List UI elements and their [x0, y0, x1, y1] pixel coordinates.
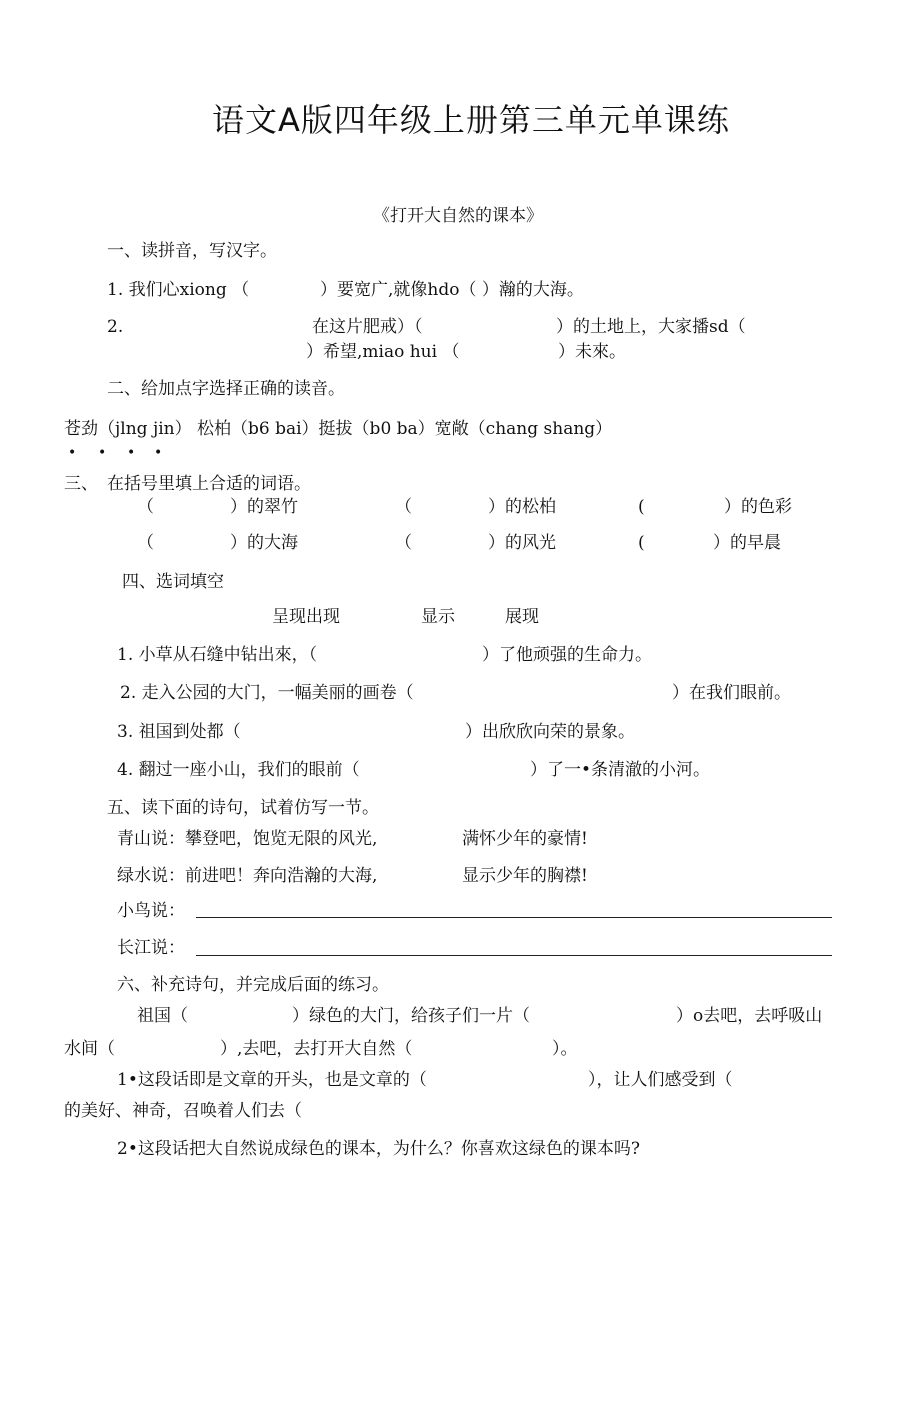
poem-line-green-water-end: 显示少年的胸襟!: [462, 866, 588, 886]
poem-line-green-mountain: 青山说：攀登吧，饱览无限的风光,: [117, 829, 378, 849]
page-title: 语文A版四年级上册第三单元单课练: [212, 101, 730, 139]
section-2-heading: 二、给加点字选择正确的读音。: [107, 379, 345, 399]
s4-q1-text-a: 1. 小草从石缝中钻出來，（: [117, 645, 318, 665]
section-3-heading: 在括号里填上合适的词语。: [107, 474, 311, 494]
s1-q1-text-b: ）要宽广,就像hdo（ ）瀚的大海。: [320, 280, 584, 300]
s3-row1-item: ）的翠竹: [230, 497, 298, 517]
s6-passage-2c: ）。: [552, 1039, 578, 1059]
s6-q1-text-b: ），让人们感受到（: [588, 1070, 733, 1090]
s6-passage-1a: 祖国（: [137, 1006, 188, 1026]
s1-q1-text-a: 1. 我们心xiong （: [107, 280, 250, 300]
section-1-heading: 一、读拼音，写汉字。: [107, 241, 277, 261]
poem-line-green-mountain-end: 满怀少年的豪情!: [462, 829, 588, 849]
section-3-number: 三、: [64, 474, 98, 494]
s3-row2-item: ）的风光: [488, 533, 556, 553]
bird-says-label: 小鸟说：: [117, 901, 185, 921]
emphasis-dot: •: [68, 445, 77, 461]
s6-q1-text-a: 1•这段话即是文章的开头，也是文章的（: [117, 1070, 427, 1090]
section-4-heading: 四、选词填空: [122, 572, 224, 592]
s4-q2-text-a: 2. 走入公园的大门，一幅美丽的画卷（: [120, 683, 414, 703]
s6-passage-2a: 水间（: [64, 1039, 115, 1059]
s3-row2-item: ）的大海: [230, 533, 298, 553]
river-answer-line[interactable]: [196, 955, 832, 956]
s6-q2-text: 2•这段话把大自然说成绿色的课本，为什么？你喜欢这绿色的课本吗?: [117, 1139, 640, 1159]
pinyin-choice-line: 苍劲（jlng jin） 松柏（b6 bai）挺拔（b0 ba）宽敞（chang shang）: [64, 419, 613, 439]
s6-passage-2b: ）,去吧，去打开大自然（: [220, 1039, 413, 1059]
s6-passage-1b: ）绿色的大门，给孩子们一片（: [292, 1006, 530, 1026]
s1-q2-text-d: ）未來。: [558, 342, 626, 362]
emphasis-dot: •: [154, 445, 163, 461]
s3-row1-item: ）的松柏: [488, 497, 556, 517]
s3-row1-bracket: （: [395, 497, 412, 517]
section-5-heading: 五、读下面的诗句，试着仿写一节。: [107, 798, 379, 818]
s3-row2-item: ）的早晨: [713, 533, 781, 553]
s4-q1-text-b: ）了他顽强的生命力。: [482, 645, 652, 665]
s1-q2-number: 2.: [107, 317, 124, 337]
poem-line-green-water: 绿水说：前进吧！奔向浩瀚的大海,: [117, 866, 378, 886]
s6-q1-text-c: 的美好、神奇，召唤着人们去（: [64, 1101, 302, 1121]
s3-row1-bracket: (: [638, 497, 645, 517]
s3-row1-bracket: （: [137, 497, 154, 517]
emphasis-dot: •: [98, 445, 107, 461]
s1-q2-text-c: ）希望,miao hui （: [306, 342, 460, 362]
emphasis-dot: •: [127, 445, 136, 461]
s3-row2-bracket: （: [395, 533, 412, 553]
section-6-heading: 六、补充诗句，并完成后面的练习。: [117, 975, 389, 995]
bird-answer-line[interactable]: [196, 917, 832, 918]
river-says-label: 长江说：: [117, 938, 185, 958]
s1-q2-text-a: 在这片肥戒）（: [312, 317, 423, 337]
word-option: 显示: [421, 607, 455, 627]
s4-q3-text-a: 3. 祖国到处都（: [117, 722, 241, 742]
s3-row2-bracket: (: [638, 533, 645, 553]
lesson-subtitle: 《打开大自然的课本》: [373, 206, 543, 226]
word-option: 展现: [505, 607, 539, 627]
s4-q3-text-b: ）出欣欣向荣的景象。: [465, 722, 635, 742]
s4-q4-text-a: 4. 翻过一座小山，我们的眼前（: [117, 760, 360, 780]
s3-row1-item: ）的色彩: [724, 497, 792, 517]
word-option: 呈现出现: [272, 607, 340, 627]
s3-row2-bracket: （: [137, 533, 154, 553]
s1-q2-text-b: ）的土地上，大家播sd（: [556, 317, 746, 337]
s4-q4-text-b: ）了一•条清澈的小河。: [530, 760, 711, 780]
s4-q2-text-b: ）在我们眼前。: [672, 683, 791, 703]
s6-passage-1c: ）o去吧，去呼吸山: [676, 1006, 823, 1026]
